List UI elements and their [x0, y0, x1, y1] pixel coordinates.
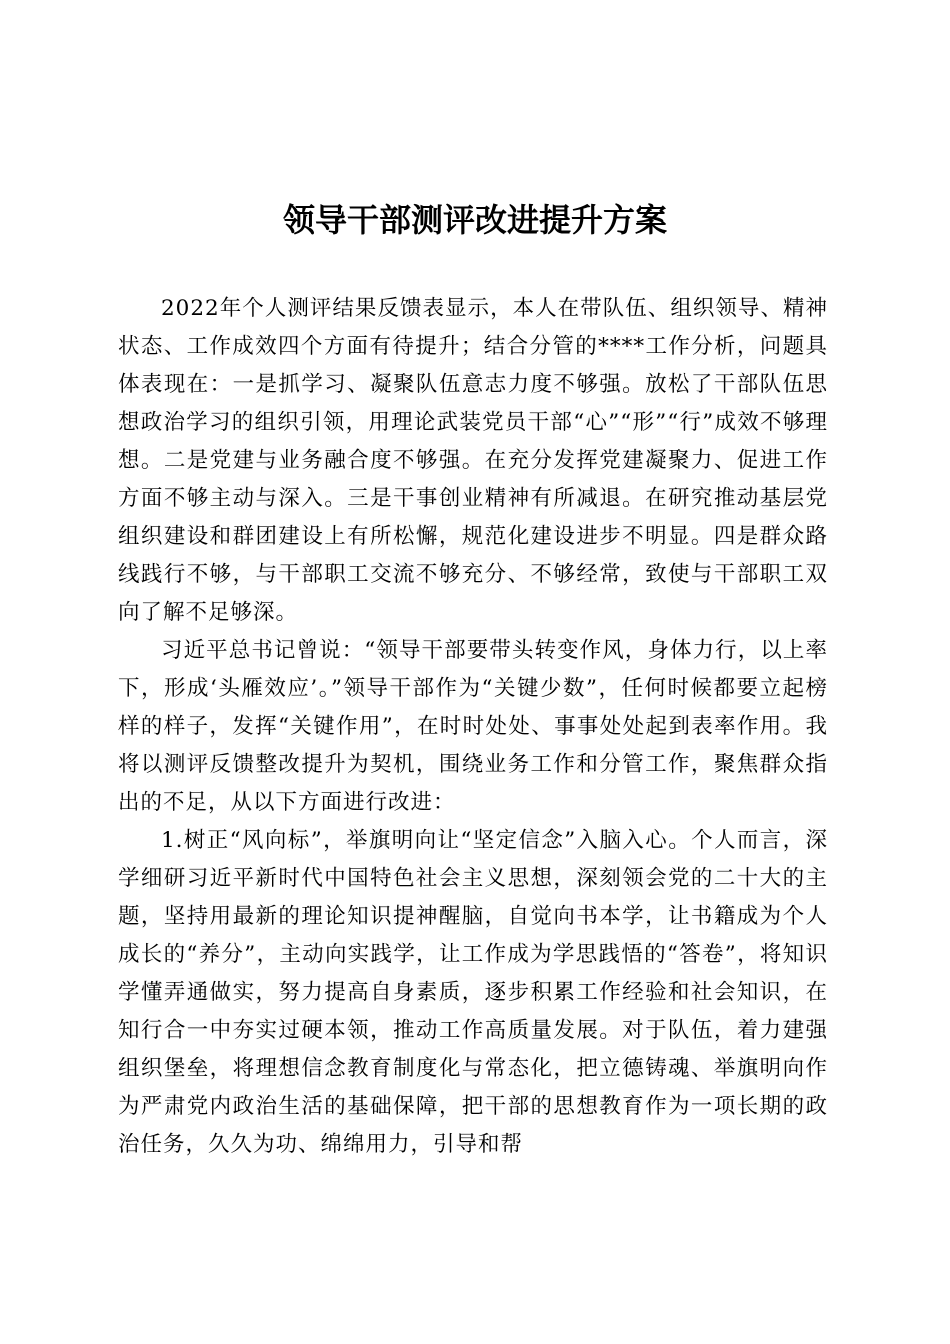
document-body [118, 290, 828, 1164]
paragraph-improvement-1: 1.树正“风向标”，举旗明向让“坚定信念”入脑入心。个人而言，深学细研习近平新时代中国特色社会主义思想，深刻领会党的二十大的主题，坚持用最新的理论知识提神醒脑，自觉向书本学，让书籍成为个人成长的“养分”，主动向实践学，让工作成为学思践悟的“答卷”，将知识学懂弄通做实，努力提高自身素质，逐步积累工作经验和社会知识，在知行合一中夯实过硬本领，推动工作高质量发展。对于队伍，着力建强组织堡垒，将理想信念教育制度化与常态化，把立德铸魂、举旗明向作为严肃党内政治生活的基础保障，把干部的思想教育作为一项长期的政治任务，久久为功、绵绵用力，引导和帮 [118, 828, 828, 1157]
paragraph-quote-intro: 习近平总书记曾说：“领导干部要带头转变作风，身体力行，以上率下，形成‘头雁效应’。”领导干部作为“关键少数”，任何时候都要立起榜样的样子，发挥“关键作用”，在时时处处、事事处处起到表率作用。我将以测评反馈整改提升为契机，围绕业务工作和分管工作，聚焦群众指出的不足，从以下方面进行改进： [118, 638, 828, 815]
document-title: 领导干部测评改进提升方案 [282, 201, 667, 239]
paragraph-assessment-feedback: 2022年个人测评结果反馈表显示，本人在带队伍、组织领导、精神状态、工作成效四个方面有待提升；结合分管的****工作分析，问题具体表现在：一是抓学习、凝聚队伍意志力度不够强。放松了干部队伍思想政治学习的组织引领，用理论武装党员干部“心”“形”“行”成效不够理想。二是党建与业务融合度不够强。在充分发挥党建凝聚力、促进工作方面不够主动与深入。三是干事创业精神有所减退。在研究推动基层党组织建设和群团建设上有所松懈，规范化建设进步不明显。四是群众路线践行不够，与干部职工交流不够充分、不够经常，致使与干部职工双向了解不足够深。 [118, 296, 828, 625]
